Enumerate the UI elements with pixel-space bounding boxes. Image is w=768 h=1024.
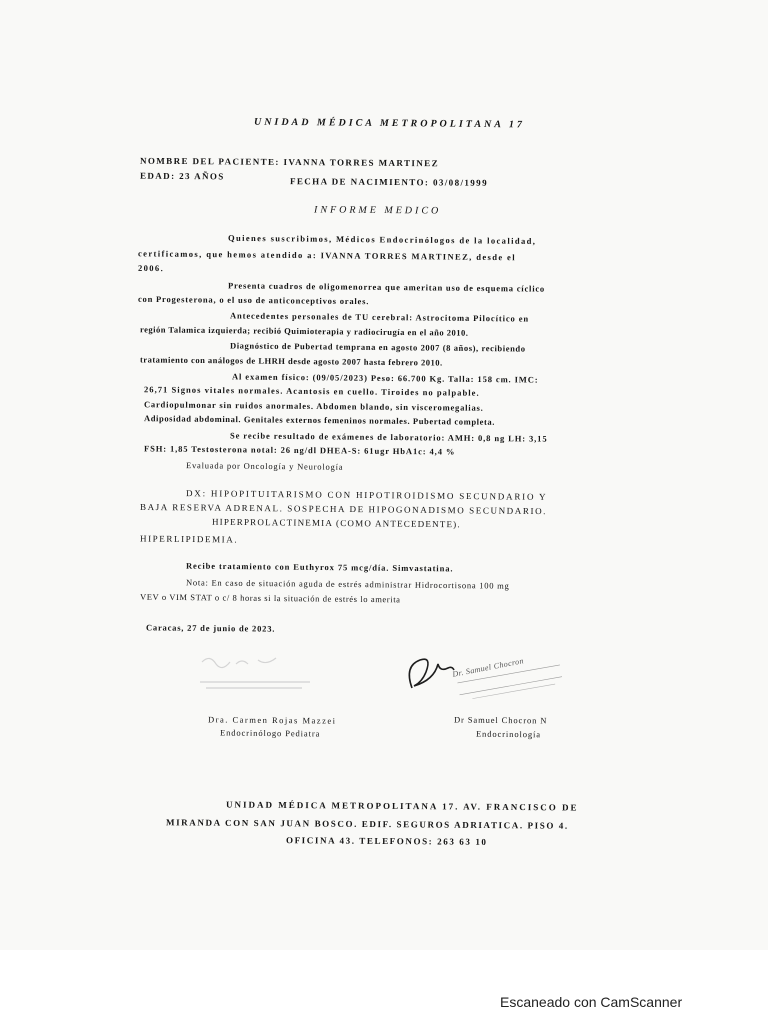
birth-date-line: FECHA DE NACIMIENTO: 03/08/1999	[289, 176, 489, 188]
paragraph-line: Diagnóstico de Pubertad temprana en agosto 2007 (8 años), recibiendo	[229, 340, 526, 354]
treatment-line: Recibe tratamiento con Euthyrox 75 mcg/día. Simvastatina.	[185, 560, 454, 574]
doctor-stamp-text: Dr. Samuel Chocron	[451, 656, 525, 679]
diagnosis-line: BAJA RESERVA ADRENAL. SOSPECHA DE HIPOGONADISMO SECUNDARIO.	[139, 501, 548, 517]
doctor-1-title: Endocrinólogo Pediatra	[219, 727, 321, 739]
faint-signature-left	[196, 648, 326, 698]
note-line: VEV o VIM STAT o c/ 8 horas si la situación de estrés lo amerita	[139, 591, 401, 605]
patient-name-line: NOMBRE DEL PACIENTE: IVANNA TORRES MARTINEZ	[139, 155, 440, 169]
paragraph-line: Se recibe resultado de exámenes de laboratorio: AMH: 0,8 ng LH: 3,15	[229, 430, 548, 444]
doctor-2-title: Endocrinología	[475, 728, 542, 740]
header-title: UNIDAD MÉDICA METROPOLITANA 17	[253, 116, 525, 131]
age-line: EDAD: 23 AÑOS	[139, 170, 225, 182]
doctor-1-name: Dra. Carmen Rojas Mazzei	[207, 714, 337, 726]
paragraph-line: Evaluada por Oncología y Neurología	[185, 460, 344, 472]
paragraph-line: Quienes suscribimos, Médicos Endocrinólogos de la localidad,	[227, 232, 537, 246]
report-title: INFORME MEDICO	[313, 204, 442, 217]
date-line: Caracas, 27 de junio de 2023.	[145, 622, 276, 634]
footer-address-line: UNIDAD MÉDICA METROPOLITANA 17. AV. FRANCISCO DE	[225, 799, 579, 813]
diagnosis-line: HIPERLIPIDEMIA.	[139, 533, 239, 545]
paragraph-line: con Progesterona, o el uso de anticonceptivos orales.	[137, 293, 370, 307]
paragraph-line: 2006.	[137, 262, 165, 274]
doctor-2-name: Dr Samuel Chocron N	[453, 714, 548, 726]
scanner-watermark: Escaneado con CamScanner	[500, 994, 683, 1010]
diagnosis-line: HIPERPROLACTINEMIA (COMO ANTECEDENTE).	[211, 516, 461, 530]
paragraph-line: FSH: 1,85 Testosterona notal: 26 ng/dl DHEA-S: 61ugr HbA1c: 4,4 %	[143, 443, 456, 457]
paragraph-line: 26,71 Signos vitales normales. Acantosis en cuello. Tiroides no palpable.	[143, 384, 480, 398]
paragraph-line: Presenta cuadros de oligomenorrea que ameritan uso de esquema cíclico	[227, 280, 546, 294]
paragraph-line: certificamos, que hemos atendido a: IVANNA TORRES MARTINEZ, desde el	[137, 248, 517, 263]
paragraph-line: región Talamica izquierda; recibió Quimioterapia y radiocirugía en el año 2010.	[139, 324, 469, 338]
paragraph-line: Al examen físico: (09/05/2023) Peso: 66.700 Kg. Talla: 158 cm. IMC:	[231, 371, 539, 385]
paragraph-line: tratamiento con análogos de LHRH desde agosto 2007 hasta febrero 2010.	[139, 354, 443, 368]
footer-address-line: MIRANDA CON SAN JUAN BOSCO. EDIF. SEGUROS ADRIATICA. PISO 4.	[165, 817, 569, 831]
paragraph-line: Adiposidad abdominal. Genitales externos femeninos normales. Pubertad completa.	[143, 413, 496, 427]
note-line: Nota: En caso de situación aguda de estrés administrar Hidrocortisona 100 mg	[185, 577, 510, 591]
footer-address-line: OFICINA 43. TELEFONOS: 263 63 10	[285, 835, 488, 847]
paragraph-line: Cardiopulmonar sin ruidos anormales. Abdomen blando, sin visceromegalias.	[143, 399, 484, 413]
diagnosis-line: DX: HIPOPITUITARISMO CON HIPOTIROIDISMO SECUNDARIO Y	[185, 488, 548, 502]
paragraph-line: Antecedentes personales de TU cerebral: Astrocitoma Pilocítico en	[229, 310, 530, 324]
